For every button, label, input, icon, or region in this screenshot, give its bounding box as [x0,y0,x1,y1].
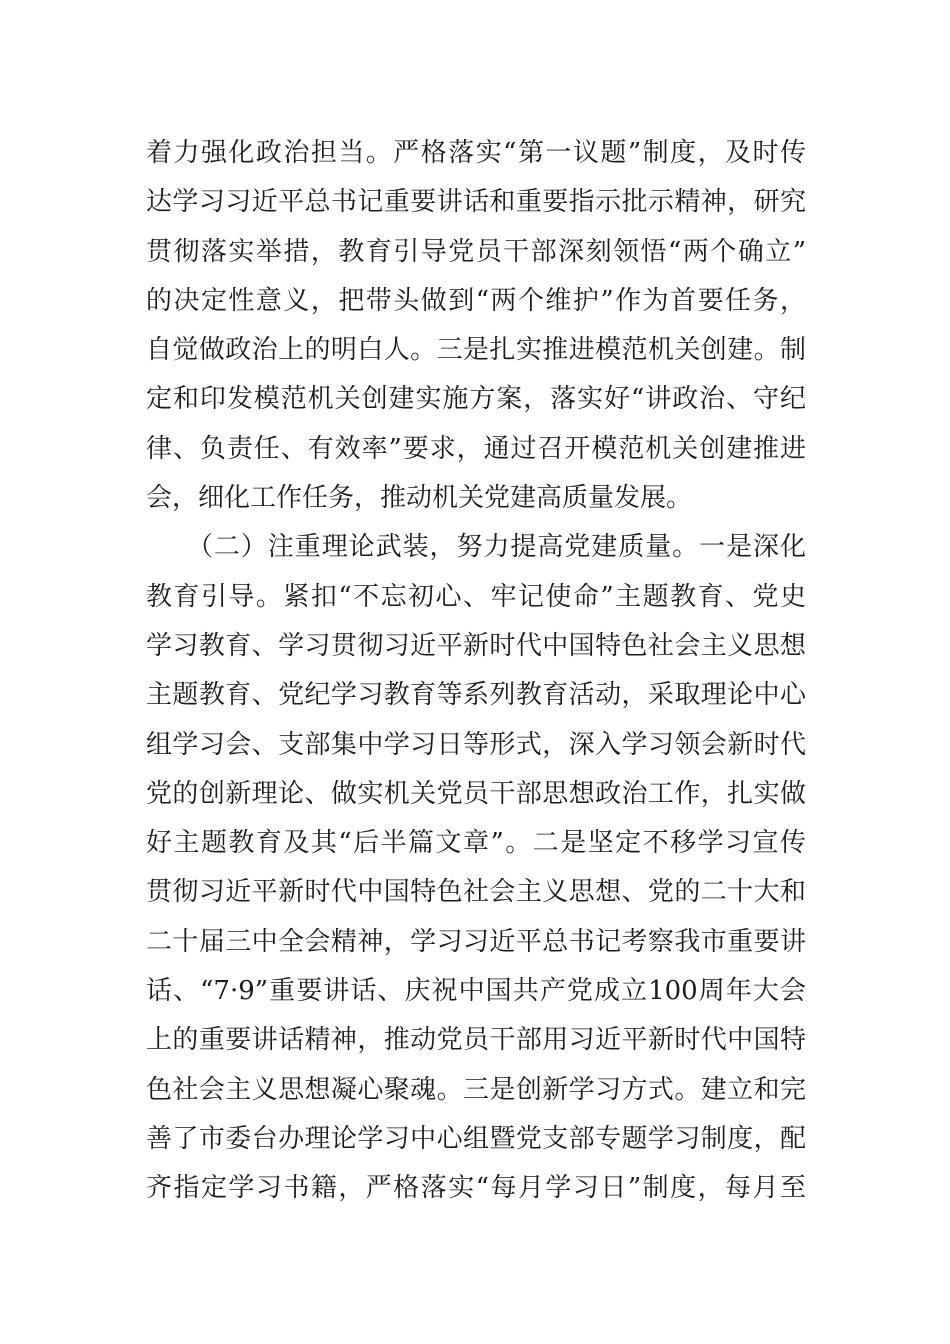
text-line: 学习教育、学习贯彻习近平新时代中国特色社会主义思想 [146,630,806,661]
text-line: 自觉做政治上的明白人。三是扎实推进模范机关创建。制 [146,335,806,366]
text-line: 定和印发模范机关创建实施方案，落实好“讲政治、守纪 [146,384,806,415]
text-line: 好主题教育及其“后半篇文章”。二是坚定不移学习宣传 [146,828,806,859]
text-line: 教育引导。紧扣“不忘初心、牢记使命”主题教育、党史 [146,581,806,612]
text-line: 达学习习近平总书记重要讲话和重要指示批示精神，研究 [146,187,806,218]
text-line: 话、“7·9”重要讲话、庆祝中国共产党成立100周年大会 [146,976,806,1007]
text-line: 着力强化政治担当。严格落实“第一议题”制度，及时传 [146,138,806,168]
text-line: 党的创新理论、做实机关党员干部思想政治工作，扎实做 [146,778,806,809]
text-line: 二十届三中全会精神，学习习近平总书记考察我市重要讲 [146,926,806,957]
text-line: 善了市委台办理论学习中心组暨党支部专题学习制度，配 [146,1123,806,1154]
text-line: 上的重要讲话精神，推动党员干部用习近平新时代中国特 [146,1025,806,1056]
body-text [146,129,806,1214]
text-line: 色社会主义思想凝心聚魂。三是创新学习方式。建立和完 [146,1074,806,1105]
text-line: 的决定性意义，把带头做到“两个维护”作为首要任务， [146,285,806,316]
text-line: 齐指定学习书籍，严格落实“每月学习日”制度，每月至 [146,1173,806,1204]
text-line: 组学习会、支部集中学习日等形式，深入学习领会新时代 [146,729,806,760]
text-line: 会，细化工作任务，推动机关党建高质量发展。 [146,483,693,514]
text-line: 贯彻习近平新时代中国特色社会主义思想、党的二十大和 [146,877,806,908]
text-line: 主题教育、党纪学习教育等系列教育活动，采取理论中心 [146,680,806,711]
text-line: 律、负责任、有效率”要求，通过召开模范机关创建推进 [146,433,806,464]
text-line: （二）注重理论武装，努力提高党建质量。一是深化 [146,532,806,563]
text-line: 贯彻落实举措，教育引导党员干部深刻领悟“两个确立” [146,236,806,267]
